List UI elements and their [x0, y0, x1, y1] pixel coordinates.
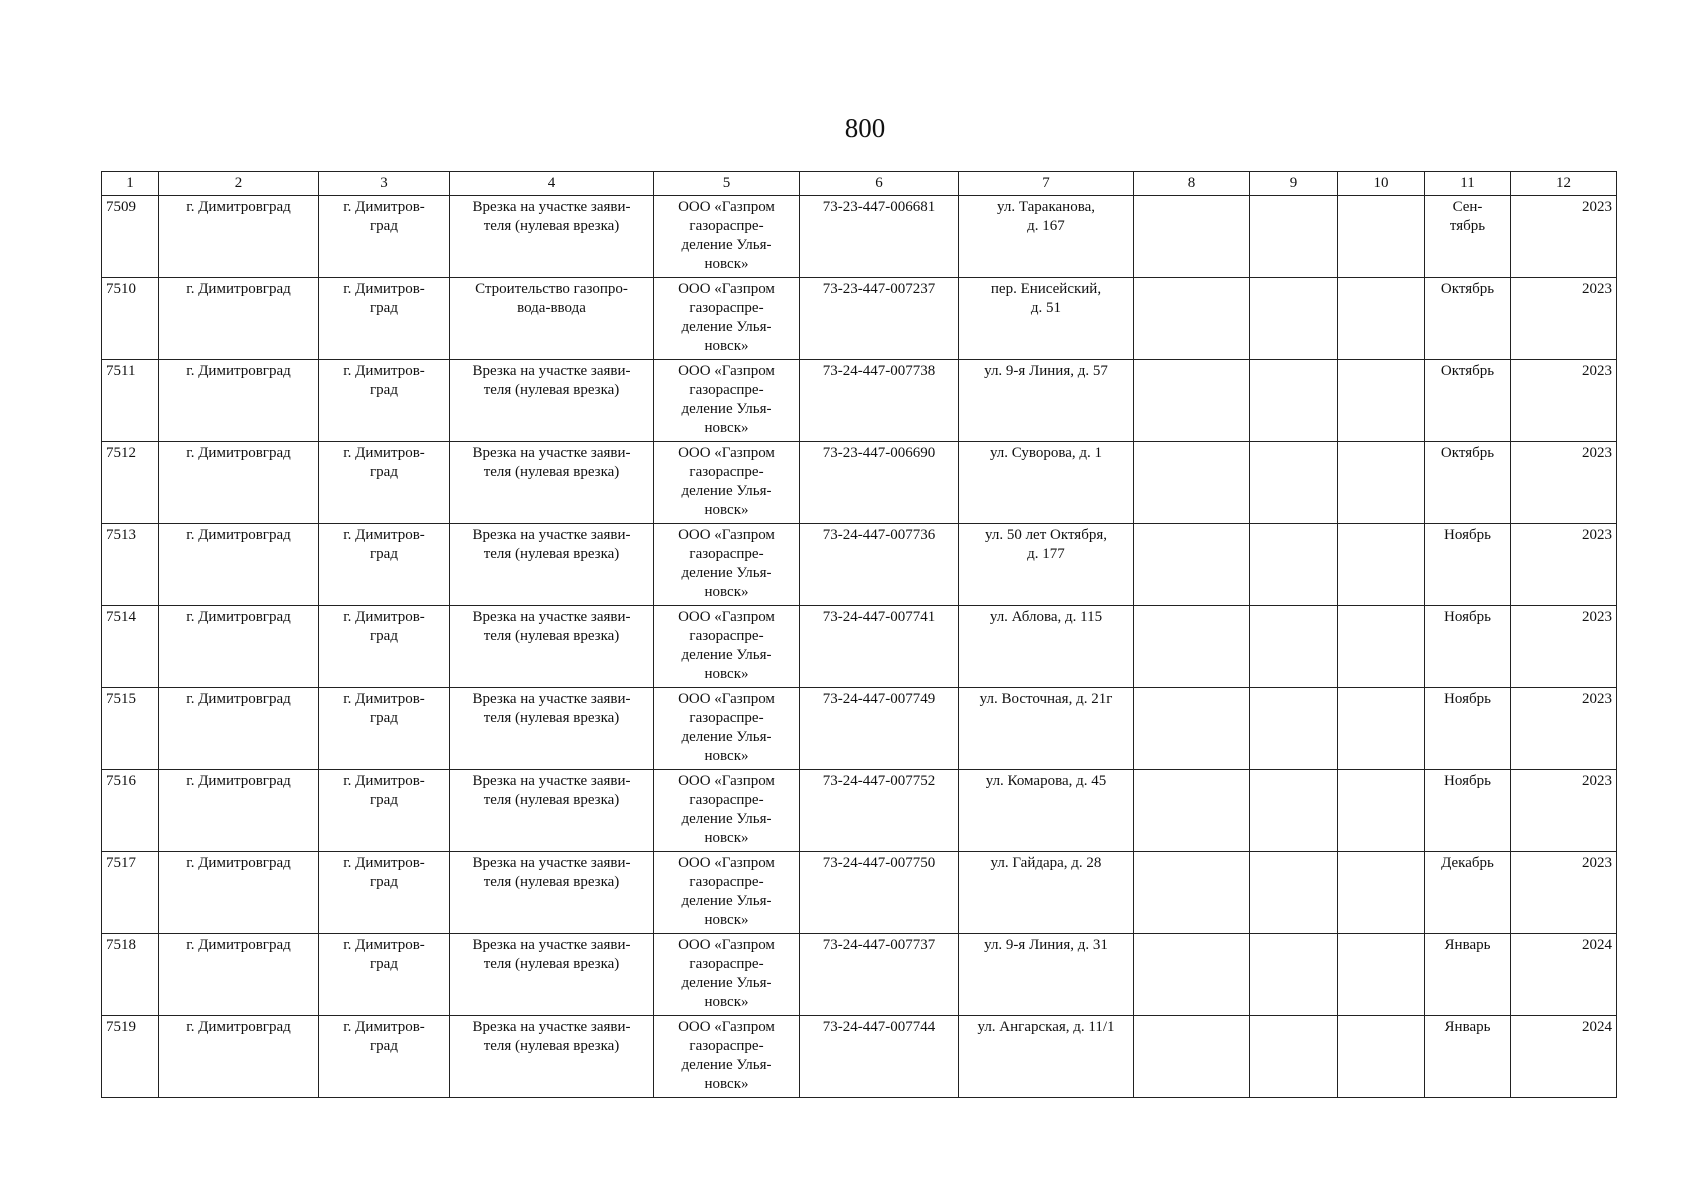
cell-registry-code: 73-24-447-007738 — [800, 360, 959, 442]
cell-settlement: г. Димитров- град — [319, 278, 450, 360]
cell-work-type: Врезка на участке заяви- теля (нулевая врезка) — [450, 688, 654, 770]
cell-municipality: г. Димитровград — [159, 442, 319, 524]
column-header-10: 10 — [1338, 172, 1425, 196]
cell-col-10 — [1338, 770, 1425, 852]
cell-address: ул. 50 лет Октября, д. 177 — [959, 524, 1134, 606]
cell-work-type: Врезка на участке заяви- теля (нулевая врезка) — [450, 524, 654, 606]
column-header-5: 5 — [654, 172, 800, 196]
cell-col-10 — [1338, 524, 1425, 606]
cell-work-type: Врезка на участке заяви- теля (нулевая врезка) — [450, 770, 654, 852]
column-header-12: 12 — [1511, 172, 1617, 196]
cell-address: ул. Гайдара, д. 28 — [959, 852, 1134, 934]
cell-col-9 — [1250, 360, 1338, 442]
cell-organization: ООО «Газпром газораспре- деление Улья- новск» — [654, 442, 800, 524]
table-row — [102, 606, 1617, 688]
cell-month: Ноябрь — [1425, 688, 1511, 770]
table-row — [102, 852, 1617, 934]
cell-col-9 — [1250, 442, 1338, 524]
cell-organization: ООО «Газпром газораспре- деление Улья- новск» — [654, 196, 800, 278]
cell-year: 2023 — [1511, 196, 1617, 278]
table-row — [102, 360, 1617, 442]
table-row — [102, 196, 1617, 278]
cell-registry-code: 73-24-447-007741 — [800, 606, 959, 688]
cell-municipality: г. Димитровград — [159, 524, 319, 606]
cell-registry-code: 73-23-447-007237 — [800, 278, 959, 360]
cell-address: ул. Ангарская, д. 11/1 — [959, 1016, 1134, 1098]
cell-col-8 — [1134, 1016, 1250, 1098]
cell-col-10 — [1338, 852, 1425, 934]
cell-year: 2023 — [1511, 442, 1617, 524]
table-header — [102, 172, 1617, 196]
cell-month: Ноябрь — [1425, 524, 1511, 606]
cell-month: Ноябрь — [1425, 770, 1511, 852]
cell-month: Ноябрь — [1425, 606, 1511, 688]
cell-col-8 — [1134, 934, 1250, 1016]
cell-settlement: г. Димитров- град — [319, 606, 450, 688]
cell-col-10 — [1338, 1016, 1425, 1098]
cell-year: 2024 — [1511, 1016, 1617, 1098]
cell-work-type: Врезка на участке заяви- теля (нулевая врезка) — [450, 1016, 654, 1098]
cell-registry-code: 73-24-447-007736 — [800, 524, 959, 606]
cell-address: ул. Аблова, д. 115 — [959, 606, 1134, 688]
cell-year: 2024 — [1511, 934, 1617, 1016]
cell-work-type: Врезка на участке заяви- теля (нулевая врезка) — [450, 852, 654, 934]
cell-col-9 — [1250, 1016, 1338, 1098]
cell-year: 2023 — [1511, 688, 1617, 770]
cell-municipality: г. Димитровград — [159, 688, 319, 770]
column-header-8: 8 — [1134, 172, 1250, 196]
cell-organization: ООО «Газпром газораспре- деление Улья- новск» — [654, 688, 800, 770]
cell-registry-code: 73-24-447-007752 — [800, 770, 959, 852]
cell-work-type: Врезка на участке заяви- теля (нулевая врезка) — [450, 606, 654, 688]
cell-work-type: Врезка на участке заяви- теля (нулевая врезка) — [450, 196, 654, 278]
cell-address: пер. Енисейский, д. 51 — [959, 278, 1134, 360]
cell-col-8 — [1134, 524, 1250, 606]
registry-table — [101, 171, 1617, 1098]
cell-organization: ООО «Газпром газораспре- деление Улья- новск» — [654, 360, 800, 442]
cell-address: ул. 9-я Линия, д. 31 — [959, 934, 1134, 1016]
cell-record-number: 7518 — [102, 934, 159, 1016]
cell-year: 2023 — [1511, 852, 1617, 934]
cell-address: ул. Тараканова, д. 167 — [959, 196, 1134, 278]
cell-record-number: 7512 — [102, 442, 159, 524]
cell-month: Сен- тябрь — [1425, 196, 1511, 278]
cell-col-10 — [1338, 196, 1425, 278]
cell-col-9 — [1250, 934, 1338, 1016]
cell-col-10 — [1338, 688, 1425, 770]
table-row — [102, 1016, 1617, 1098]
column-header-3: 3 — [319, 172, 450, 196]
cell-settlement: г. Димитров- град — [319, 360, 450, 442]
cell-settlement: г. Димитров- град — [319, 770, 450, 852]
cell-settlement: г. Димитров- град — [319, 196, 450, 278]
cell-registry-code: 73-24-447-007750 — [800, 852, 959, 934]
table-row — [102, 934, 1617, 1016]
cell-registry-code: 73-24-447-007749 — [800, 688, 959, 770]
cell-organization: ООО «Газпром газораспре- деление Улья- новск» — [654, 852, 800, 934]
cell-address: ул. 9-я Линия, д. 57 — [959, 360, 1134, 442]
column-header-6: 6 — [800, 172, 959, 196]
cell-record-number: 7511 — [102, 360, 159, 442]
cell-year: 2023 — [1511, 770, 1617, 852]
cell-municipality: г. Димитровград — [159, 1016, 319, 1098]
table-row — [102, 278, 1617, 360]
cell-year: 2023 — [1511, 278, 1617, 360]
cell-col-9 — [1250, 688, 1338, 770]
cell-municipality: г. Димитровград — [159, 852, 319, 934]
cell-registry-code: 73-23-447-006690 — [800, 442, 959, 524]
cell-work-type: Врезка на участке заяви- теля (нулевая врезка) — [450, 360, 654, 442]
cell-month: Январь — [1425, 1016, 1511, 1098]
column-header-7: 7 — [959, 172, 1134, 196]
cell-organization: ООО «Газпром газораспре- деление Улья- новск» — [654, 524, 800, 606]
cell-col-9 — [1250, 196, 1338, 278]
cell-registry-code: 73-24-447-007737 — [800, 934, 959, 1016]
column-header-2: 2 — [159, 172, 319, 196]
cell-work-type: Врезка на участке заяви- теля (нулевая врезка) — [450, 934, 654, 1016]
cell-year: 2023 — [1511, 360, 1617, 442]
cell-municipality: г. Димитровград — [159, 278, 319, 360]
cell-col-10 — [1338, 934, 1425, 1016]
cell-municipality: г. Димитровград — [159, 196, 319, 278]
table-row — [102, 524, 1617, 606]
cell-municipality: г. Димитровград — [159, 606, 319, 688]
page-number: 800 — [844, 113, 886, 143]
cell-address: ул. Суворова, д. 1 — [959, 442, 1134, 524]
cell-municipality: г. Димитровград — [159, 360, 319, 442]
cell-month: Октябрь — [1425, 360, 1511, 442]
cell-record-number: 7510 — [102, 278, 159, 360]
cell-record-number: 7515 — [102, 688, 159, 770]
cell-year: 2023 — [1511, 524, 1617, 606]
cell-year: 2023 — [1511, 606, 1617, 688]
cell-organization: ООО «Газпром газораспре- деление Улья- новск» — [654, 770, 800, 852]
cell-municipality: г. Димитровград — [159, 934, 319, 1016]
cell-record-number: 7519 — [102, 1016, 159, 1098]
cell-record-number: 7517 — [102, 852, 159, 934]
cell-col-9 — [1250, 278, 1338, 360]
cell-organization: ООО «Газпром газораспре- деление Улья- новск» — [654, 1016, 800, 1098]
cell-col-8 — [1134, 442, 1250, 524]
cell-col-8 — [1134, 360, 1250, 442]
cell-month: Декабрь — [1425, 852, 1511, 934]
cell-col-9 — [1250, 852, 1338, 934]
cell-address: ул. Восточная, д. 21г — [959, 688, 1134, 770]
cell-col-10 — [1338, 278, 1425, 360]
cell-settlement: г. Димитров- град — [319, 524, 450, 606]
cell-col-8 — [1134, 770, 1250, 852]
column-header-11: 11 — [1425, 172, 1511, 196]
column-header-1: 1 — [102, 172, 159, 196]
cell-settlement: г. Димитров- град — [319, 442, 450, 524]
cell-col-10 — [1338, 606, 1425, 688]
cell-organization: ООО «Газпром газораспре- деление Улья- новск» — [654, 278, 800, 360]
cell-col-9 — [1250, 606, 1338, 688]
table-row — [102, 688, 1617, 770]
table-row — [102, 770, 1617, 852]
cell-record-number: 7513 — [102, 524, 159, 606]
table-body — [102, 196, 1617, 1098]
cell-municipality: г. Димитровград — [159, 770, 319, 852]
cell-organization: ООО «Газпром газораспре- деление Улья- новск» — [654, 606, 800, 688]
cell-month: Январь — [1425, 934, 1511, 1016]
cell-col-10 — [1338, 442, 1425, 524]
cell-record-number: 7514 — [102, 606, 159, 688]
cell-col-8 — [1134, 196, 1250, 278]
cell-col-9 — [1250, 524, 1338, 606]
cell-settlement: г. Димитров- град — [319, 688, 450, 770]
cell-settlement: г. Димитров- град — [319, 852, 450, 934]
cell-settlement: г. Димитров- град — [319, 1016, 450, 1098]
cell-registry-code: 73-23-447-006681 — [800, 196, 959, 278]
cell-col-10 — [1338, 360, 1425, 442]
table-row — [102, 442, 1617, 524]
cell-record-number: 7509 — [102, 196, 159, 278]
cell-col-8 — [1134, 278, 1250, 360]
cell-record-number: 7516 — [102, 770, 159, 852]
cell-work-type: Строительство газопро- вода-ввода — [450, 278, 654, 360]
cell-col-8 — [1134, 606, 1250, 688]
header-row — [102, 172, 1617, 196]
cell-organization: ООО «Газпром газораспре- деление Улья- новск» — [654, 934, 800, 1016]
cell-col-9 — [1250, 770, 1338, 852]
column-header-4: 4 — [450, 172, 654, 196]
column-header-9: 9 — [1250, 172, 1338, 196]
cell-address: ул. Комарова, д. 45 — [959, 770, 1134, 852]
cell-month: Октябрь — [1425, 442, 1511, 524]
cell-registry-code: 73-24-447-007744 — [800, 1016, 959, 1098]
cell-col-8 — [1134, 852, 1250, 934]
cell-col-8 — [1134, 688, 1250, 770]
cell-settlement: г. Димитров- град — [319, 934, 450, 1016]
cell-work-type: Врезка на участке заяви- теля (нулевая врезка) — [450, 442, 654, 524]
cell-month: Октябрь — [1425, 278, 1511, 360]
